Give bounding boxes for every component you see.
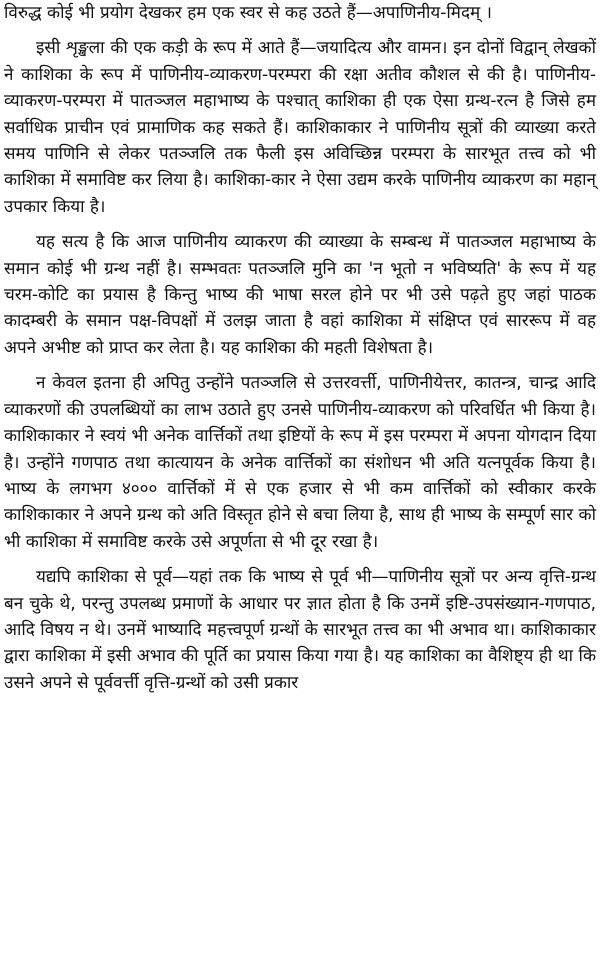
paragraph-kashika-lineage: इसी शृङ्खला की एक कड़ी के रूप में आते हैं—जयादित्य और वामन। इन दोनों विद्वान् लेखकों ने काशिका के रूप में पाणिनीय-व्याकरण-परम्परा की रक्षा अतीव कौशल से की है। पाणिनीय-व्याकरण-परम्परा में पातञ्जल महाभाष्य के पश्चात् काशिका ही एक ऐसा ग्रन्थ-रत्न है जिसे हम सर्वाधिक प्राचीन एवं प्रामाणिक कह सकते हैं। काशिकाकार ने पाणिनीय सूत्रों की व्याख्या करते समय पाणिनि से लेकर पतञ्जलि तक फैली इस अविच्छिन्न परम्परा के सारभूत तत्त्व को भी काशिका में समाविष्ट कर लिया है। काशिका-कार ने ऐसा उद्यम करके पाणिनीय व्याकरण का महान् उपकार किया है। [4, 38, 596, 217]
paragraph-kashika-contributions: न केवल इतना ही अपितु उन्होंने पतञ्जलि से उत्तरवर्त्ती, पाणिनीयेत्तर, कातन्त्र, चान्द्र आदि व्याकरणों की उपलब्धियों का लाभ उठाते हुए उनसे पाणिनीय-व्याकरण को परिवर्धित भी किया है। काशिकाकार ने स्वयं भी अनेक वार्त्तिकों तथा इष्टियों के रूप में इस परम्परा में अपना योगदान दिया है। उन्होंने गणपाठ तथा कात्यायन के अनेक वार्त्तिकों का संशोधन भी अति यत्नपूर्वक किया है। भाष्य के लगभग ४००० वार्त्तिकों में से एक हजार से भी कम वार्त्तिकों को स्वीकार करके काशिकाकार ने अपने ग्रन्थ को अति विस्तृत होने से बचा लिया है, साथ ही भाष्य के सम्पूर्ण सार को भी काशिका में समाविष्ट करके उसे अपूर्णता से भी दूर रखा है। [4, 373, 596, 552]
paragraph-mahabhashya-comparison: यह सत्य है कि आज पाणिनीय व्याकरण की व्याख्या के सम्बन्ध में पातञ्जल महाभाष्य के समान कोई भी ग्रन्थ नहीं है। सम्भवतः पतञ्जलि मुनि का 'न भूतो न भविष्यति' के रूप में यह चरम-कोटि का प्रयास है किन्तु भाष्य की भाषा सरल होने पर भी उसे पढ़ते हुए जहां पाठक कादम्बरी के समान पक्ष-विपक्षों में उलझ जाता है वहां काशिका में संक्षिप्त एवं साररूप में वह अपने अभीष्ट को प्राप्त कर लेता है। यह काशिका की महती विशेषता है। [4, 232, 596, 358]
paragraph-continuation: विरुद्ध कोई भी प्रयोग देखकर हम एक स्वर से कह उठते हैं—अपाणिनीय-मिदम् । [4, 3, 492, 23]
paragraph-earlier-vrittis: यद्यपि काशिका से पूर्व—यहां तक कि भाष्य से पूर्व भी—पाणिनीय सूत्रों पर अन्य वृत्ति-ग्रन्थ बन चुके थे, परन्तु उपलब्ध प्रमाणों के आधार पर ज्ञात होता है कि उनमें इष्टि-उपसंख्यान-गणपाठ, आदि विषय न थे। उनमें भाष्यादि महत्त्वपूर्ण ग्रन्थों के सारभूत तत्त्व का भी अभाव था। काशिकाकार द्वारा काशिका में इसी अभाव की पूर्ति का प्रयास किया गया है। यह काशिका का वैशिष्ट्य ही था कि उसने अपने से पूर्ववर्त्ती वृत्ति-ग्रन्थों को उसी प्रकार [4, 567, 596, 693]
